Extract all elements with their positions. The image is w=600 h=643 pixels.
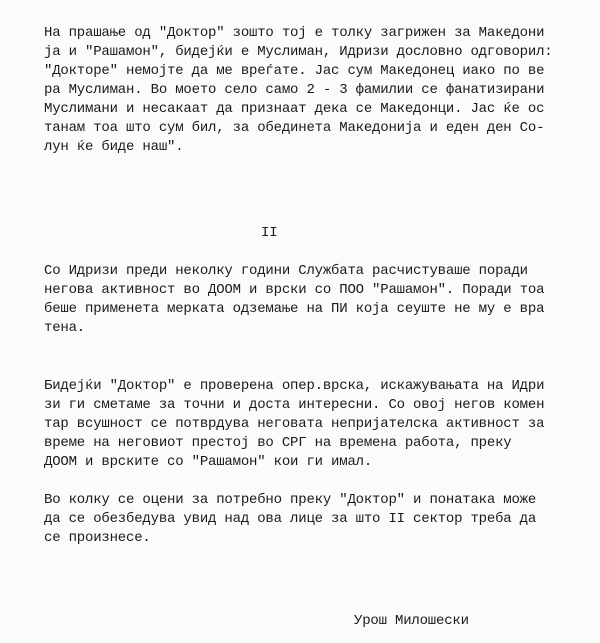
section-number: II	[261, 225, 278, 241]
text-line: беше применета мерката одземање на ПИ која сеуште не му е вра	[44, 301, 545, 317]
text-line: "Докторе" немојте да ме вреѓате. Јас сум Македонец иако по ве	[44, 63, 545, 79]
text-line: време на неговиот престој во СРГ на времена работа, преку	[44, 435, 512, 451]
text-line: ја и "Рашамон", бидејќи е Муслиман, Идризи дословно одговорил:	[44, 44, 553, 60]
text-line: Бидејќи "Доктор" е проверена опер.врска, искажувањата на Идри	[44, 378, 545, 394]
text-line: танам тоа што сум бил, за обединета Македонија и еден ден Со-	[44, 120, 545, 136]
text-line: негова активност во ДООМ и врски со ПОО "Рашамон". Поради тоа	[44, 282, 545, 298]
text-line: ра Муслиман. Во моето село само 2 - 3 фамилии се фанатизирани	[44, 82, 545, 98]
text-line: лун ќе биде наш".	[44, 139, 184, 155]
signature-name: Урош Милошески	[354, 613, 469, 629]
paragraph-recommendation	[44, 491, 600, 548]
text-line: зи ги сметаме за точни и доста интересни. Со овој негов комен	[44, 397, 545, 413]
text-line: да се обезбедува увид над ова лице за што II сектор треба да	[44, 511, 537, 527]
text-line: На прашање од "Доктор" зошто тој е толку загрижен за Македони	[44, 25, 545, 41]
text-line: Во колку се оцени за потребно преку "Доктор" и понатака може	[44, 492, 537, 508]
paragraph-assessment	[44, 377, 600, 472]
text-line: тена.	[44, 320, 86, 336]
text-line: ДООМ и врските со "Рашамон" кои ги имал.	[44, 454, 373, 470]
text-line: Со Идризи преди неколку години Службата расчистуваше поради	[44, 263, 528, 279]
paragraph-service-history	[44, 262, 600, 338]
paragraph-doctor-answer	[44, 24, 600, 157]
text-line: тар всушност се потврдува неговата непријателска активност за	[44, 416, 545, 432]
text-line: се произнесе.	[44, 530, 151, 546]
text-line: Муслимани и несакаат да признаат дека се Македонци. Јас ќе ос	[44, 101, 545, 117]
